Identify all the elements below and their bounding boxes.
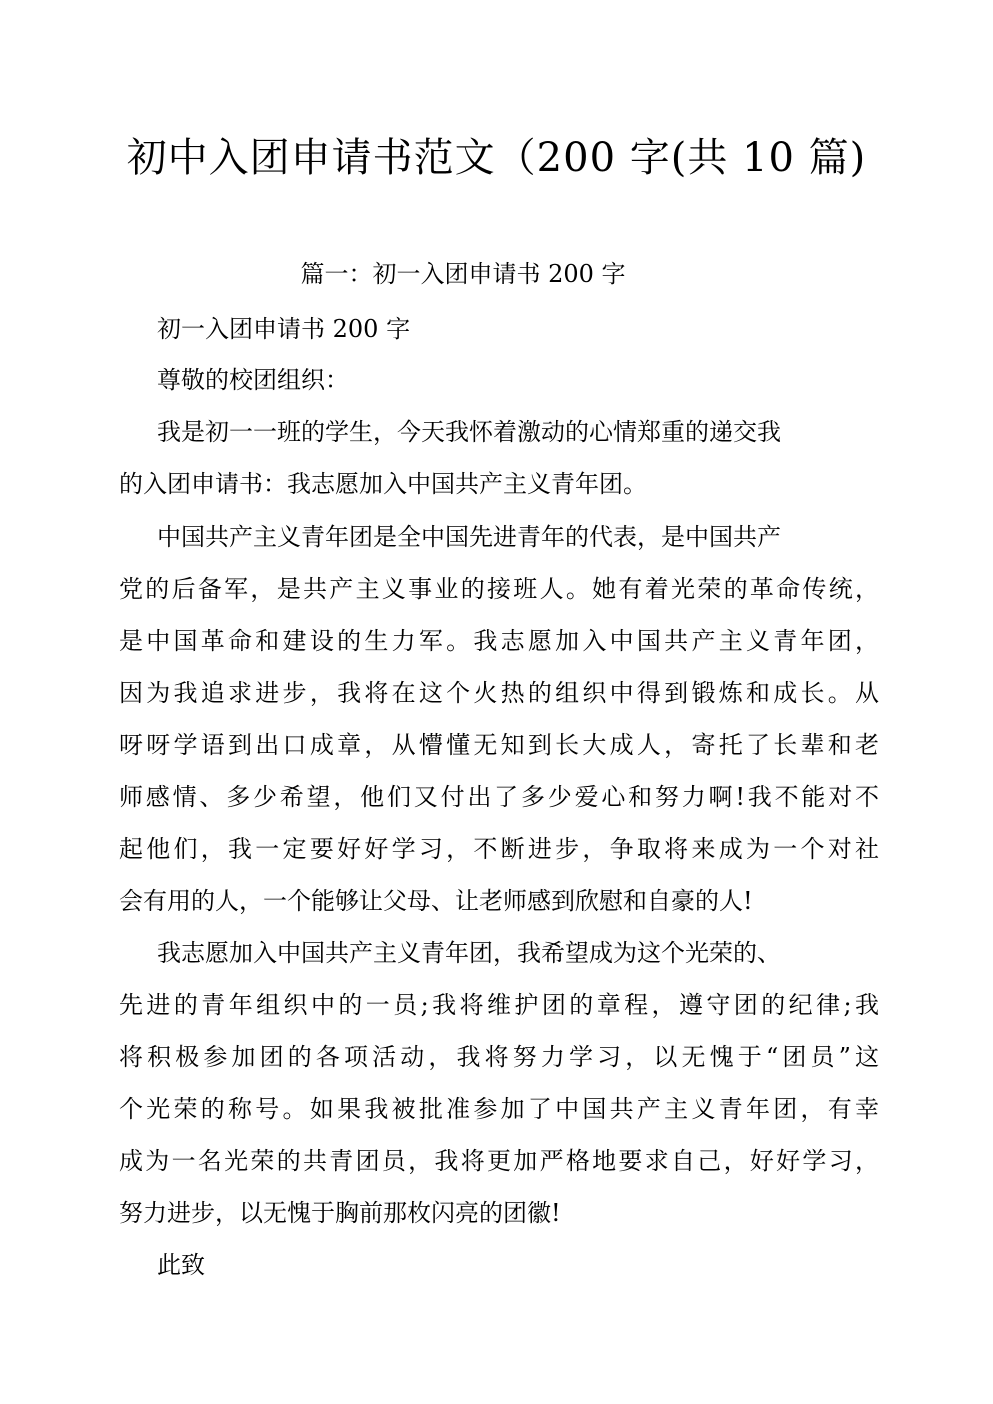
paragraph-line: 党的后备军，是共产主义事业的接班人。她有着光荣的革命传统， [119,575,879,603]
closing: 此致 [157,1251,205,1279]
paragraph-line: 努力进步，以无愧于胸前那枚闪亮的团徽! [119,1199,561,1227]
document-title: 初中入团申请书范文（200 字(共 10 篇) [126,135,867,181]
paragraph-line: 的入团申请书：我志愿加入中国共产主义青年团。 [119,470,647,498]
paragraph-line: 个光荣的称号。如果我被批准参加了中国共产主义青年团，有幸 [119,1095,879,1123]
letter-subtitle: 初一入团申请书 200 字 [157,315,411,343]
paragraph-line: 因为我追求进步，我将在这个火热的组织中得到锻炼和成长。从 [119,679,879,707]
paragraph-line: 将积极参加团的各项活动，我将努力学习，以无愧于“团员”这 [119,1043,879,1071]
paragraph-line: 先进的青年组织中的一员;我将维护团的章程，遵守团的纪律;我 [119,991,879,1019]
paragraph-line: 我是初一一班的学生，今天我怀着激动的心情郑重的递交我 [157,418,781,446]
paragraph-line: 师感情、多少希望，他们又付出了多少爱心和努力啊!我不能对不 [119,783,879,811]
paragraph-line: 是中国革命和建设的生力军。我志愿加入中国共产主义青年团， [119,627,879,655]
salutation: 尊敬的校团组织： [157,366,349,394]
paragraph-line: 会有用的人，一个能够让父母、让老师感到欣慰和自豪的人! [119,887,753,915]
paragraph-line: 呀呀学语到出口成章，从懵懂无知到长大成人，寄托了长辈和老 [119,731,879,759]
section-heading: 篇一：初一入团申请书 200 字 [300,260,626,288]
paragraph-line: 我志愿加入中国共产主义青年团，我希望成为这个光荣的、 [157,939,781,967]
paragraph-line: 成为一名光荣的共青团员，我将更加严格地要求自己，好好学习， [119,1147,879,1175]
paragraph-line: 中国共产主义青年团是全中国先进青年的代表，是中国共产 [157,523,781,551]
paragraph-line: 起他们，我一定要好好学习，不断进步，争取将来成为一个对社 [119,835,879,863]
